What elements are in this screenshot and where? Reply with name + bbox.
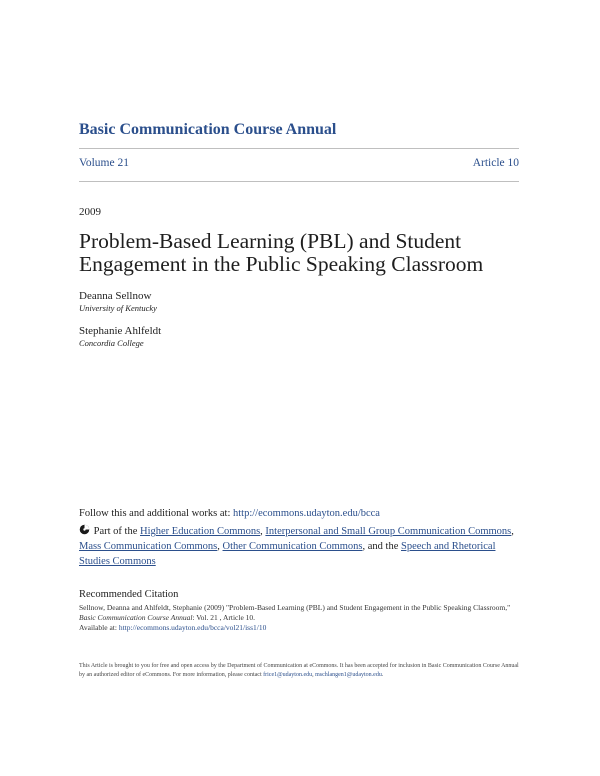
volume-article-row [79, 157, 519, 169]
author-1 [79, 290, 157, 313]
available-label: Available at: [79, 623, 119, 632]
publication-year: 2009 [79, 206, 101, 218]
paper-title: Problem-Based Learning (PBL) and Student Engagement in the Public Speaking Classroom [79, 229, 484, 276]
other-communication-commons-link[interactable]: Other Communication Commons [222, 541, 363, 552]
citation-line: Sellnow, Deanna and Ahlfeldt, Stephanie (2009) "Problem-Based Learning (PBL) and Student Engagement in the Public Speaking Classroom," [79, 603, 511, 612]
part-of-prefix: Part of the [93, 526, 140, 537]
author-affiliation: University of Kentucky [79, 303, 157, 313]
access-notice [79, 662, 524, 680]
citation-text [79, 603, 524, 633]
separator-and: , and the [362, 541, 402, 552]
speech-rhetorical-commons-link[interactable]: Speech and Rhetorical Studies Commons [79, 541, 496, 567]
separator: , [217, 541, 223, 552]
period: . [381, 672, 384, 678]
citation-journal: Basic Communication Course Annual [79, 613, 193, 622]
header-top-rule [79, 148, 519, 149]
article-link[interactable]: Article 10 [472, 157, 519, 169]
follow-line [79, 508, 529, 519]
commons-network-icon [79, 524, 90, 535]
part-of-block [79, 524, 524, 569]
author-name: Stephanie Ahlfeldt [79, 325, 162, 337]
author-name: Deanna Sellnow [79, 290, 152, 302]
access-notice-text: This Article is brought to you for free and open access by the Department of Communication at eCommons. It has been accepted for inclusion in Basic Communication Course Annual by an authorized editor of eCommons. For more information, please contact [79, 663, 519, 678]
higher-education-commons-link[interactable]: Higher Education Commons [140, 526, 261, 537]
header-bottom-rule [79, 181, 519, 182]
follow-text: Follow this and additional works at: [79, 508, 233, 519]
recommended-citation-heading: Recommended Citation [79, 589, 179, 600]
author-affiliation: Concordia College [79, 338, 144, 348]
separator: , [312, 672, 316, 678]
citation-volume: : Vol. 21 , Article 10. [192, 613, 256, 622]
mass-communication-commons-link[interactable]: Mass Communication Commons [79, 541, 218, 552]
interpersonal-commons-link[interactable]: Interpersonal and Small Group Communication Commons [265, 526, 512, 537]
collection-link[interactable]: http://ecommons.udayton.edu/bcca [233, 508, 380, 519]
volume-link[interactable]: Volume 21 [79, 157, 129, 169]
separator: , [511, 526, 514, 537]
article-url-link[interactable]: http://ecommons.udayton.edu/bcca/vol21/iss1/10 [118, 623, 267, 632]
separator: , [260, 526, 266, 537]
contact-email-1[interactable]: frice1@udayton.edu [263, 672, 313, 678]
contact-email-2[interactable]: mschlangen1@udayton.edu [315, 672, 382, 678]
author-2 [79, 325, 161, 348]
journal-title[interactable]: Basic Communication Course Annual [79, 121, 337, 138]
